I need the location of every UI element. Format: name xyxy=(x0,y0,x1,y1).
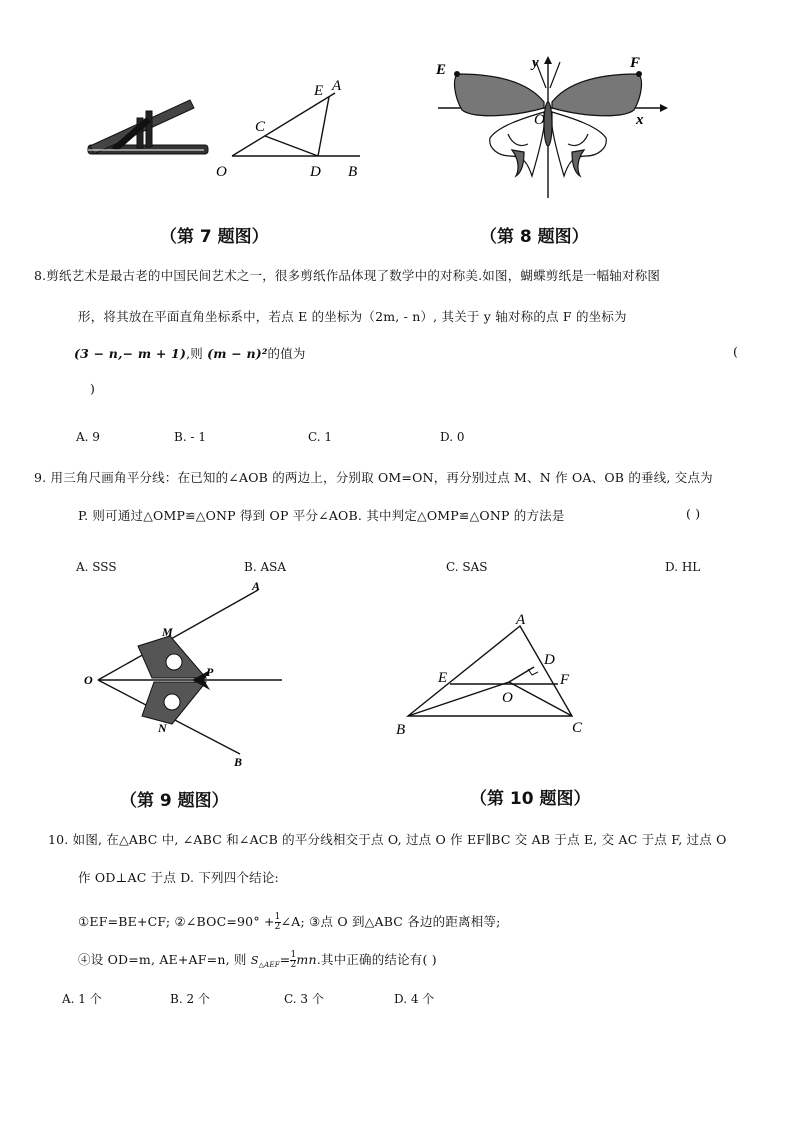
fraction-denominator-2: 2 xyxy=(290,960,297,970)
label-O: O xyxy=(502,690,513,706)
figure-7-caption: （第 7 题图） xyxy=(160,227,269,247)
label-D: D xyxy=(544,652,555,668)
figure-9-caption: （第 9 题图） xyxy=(120,791,229,811)
label-x: x xyxy=(636,112,644,128)
q8-tail-text: 的值为 xyxy=(267,346,306,361)
label-E: E xyxy=(438,670,448,686)
label-F: F xyxy=(560,672,570,688)
q8-coord-F: (3 − n,− m + 1) xyxy=(74,346,187,361)
figure-9-diagram xyxy=(80,578,290,768)
upper-ruler-hole xyxy=(166,654,182,670)
q9-option-c[interactable]: C. SAS xyxy=(446,560,488,574)
figure-10 xyxy=(392,606,602,746)
label-O: O xyxy=(84,673,93,687)
angle-tool-drawing xyxy=(88,100,208,154)
q9-option-d[interactable]: D. HL xyxy=(665,560,701,574)
area-subscript: △AEF xyxy=(258,961,280,970)
figure-8-diagram xyxy=(428,52,668,202)
figure-7 xyxy=(82,78,372,188)
q9-answer-paren: ( ) xyxy=(686,506,701,521)
figure-7-diagram xyxy=(82,78,372,188)
label-F: F xyxy=(630,55,641,71)
label-N: N xyxy=(158,721,167,735)
q10-line-1: 10. 如图, 在△ABC 中, ∠ABC 和∠ACB 的平分线相交于点 O, 过点 O 作 EF∥BC 交 AB 于点 E, 交 AC 于点 F, 过点 O xyxy=(48,832,727,847)
q10-option-b[interactable]: B. 2 个 xyxy=(170,992,210,1006)
equals-sign: = xyxy=(279,952,291,967)
q9-option-b[interactable]: B. ASA xyxy=(244,560,286,574)
label-C: C xyxy=(572,720,583,736)
figure-10-diagram xyxy=(392,606,602,746)
label-A: A xyxy=(332,78,342,94)
q9-line-2: P. 则可通过△OMP≌△ONP 得到 OP 平分∠AOB. 其中判定△OMP≌△ONP 的方法是 xyxy=(78,508,565,523)
label-C: C xyxy=(255,119,266,135)
q8-option-b[interactable]: B. - 1 xyxy=(174,430,206,444)
area-symbol xyxy=(250,954,280,970)
label-E: E xyxy=(314,83,324,99)
label-B: B xyxy=(348,164,358,180)
figure-7-geometry xyxy=(232,93,360,156)
q10-option-c[interactable]: C. 3 个 xyxy=(284,992,324,1006)
lower-ruler-hole xyxy=(164,694,180,710)
q10-conclusion-2-3-text: ∠A; ③点 O 到△ABC 各边的距离相等; xyxy=(280,914,501,929)
point-F xyxy=(636,71,642,77)
fraction-numerator: 1 xyxy=(274,912,281,922)
q10-conclusion-4 xyxy=(78,950,437,970)
q10-question-text: 其中正确的结论有( ) xyxy=(320,952,437,967)
label-O: O xyxy=(216,164,227,180)
q8-expression: (m − n)² xyxy=(207,346,268,361)
label-y: y xyxy=(532,55,539,71)
label-A: A xyxy=(516,612,526,628)
q8-option-a[interactable]: A. 9 xyxy=(76,430,100,444)
figure-8-caption: （第 8 题图） xyxy=(480,227,589,247)
mn-term: mn. xyxy=(296,952,321,967)
q10-conclusion-1-2-text: ①EF=BE+CF; ②∠BOC=90° + xyxy=(78,914,275,929)
q8-mid-text: ,则 xyxy=(186,346,208,361)
label-P: P xyxy=(206,665,214,679)
q8-option-c[interactable]: C. 1 xyxy=(308,430,333,444)
label-O: O xyxy=(534,112,545,128)
q8-line-2: 形，将其放在平面直角坐标系中，若点 E 的坐标为（2m, - n）, 其关于 y 轴对称的点 F 的坐标为 xyxy=(78,309,627,324)
y-axis-arrow xyxy=(544,56,552,64)
fraction-numerator-2: 1 xyxy=(290,950,297,960)
figure-10-lines xyxy=(408,626,572,716)
q8-option-d[interactable]: D. 0 xyxy=(440,430,465,444)
q10-conclusions-1-3 xyxy=(78,912,501,932)
q8-line-1: 8.剪纸艺术是最古老的中国民间艺术之一，很多剪纸作品体现了数学中的对称美.如图，蝴蝶剪纸是一幅轴对称图 xyxy=(34,268,661,283)
q9-option-a[interactable]: A. SSS xyxy=(76,560,117,574)
label-M: M xyxy=(162,625,173,639)
q10-conclusion-4-text: ④设 OD=m, AE+AF=n, 则 xyxy=(78,952,247,967)
label-E: E xyxy=(436,62,447,78)
fraction-denominator: 2 xyxy=(274,922,281,932)
point-E xyxy=(454,71,460,77)
label-D: D xyxy=(310,164,321,180)
figure-8 xyxy=(428,52,668,202)
area-s: S xyxy=(250,954,259,967)
q8-paren-open: ( xyxy=(733,344,739,359)
q8-paren-close: ) xyxy=(90,381,96,396)
q10-option-d[interactable]: D. 4 个 xyxy=(394,992,435,1006)
label-B: B xyxy=(396,722,406,738)
label-B: B xyxy=(234,755,243,768)
x-axis-arrow xyxy=(660,104,668,112)
figure-10-caption: （第 10 题图） xyxy=(470,789,591,809)
label-A: A xyxy=(252,579,261,593)
q10-option-a[interactable]: A. 1 个 xyxy=(62,992,102,1006)
figure-9 xyxy=(80,578,290,768)
q10-line-2: 作 OD⊥AC 于点 D. 下列四个结论: xyxy=(78,870,279,885)
q9-line-1: 9. 用三角尺画角平分线：在已知的∠AOB 的两边上，分别取 OM=ON，再分别过点 M、N 作 OA、OB 的垂线, 交点为 xyxy=(34,470,713,485)
q8-line-3 xyxy=(74,344,306,362)
